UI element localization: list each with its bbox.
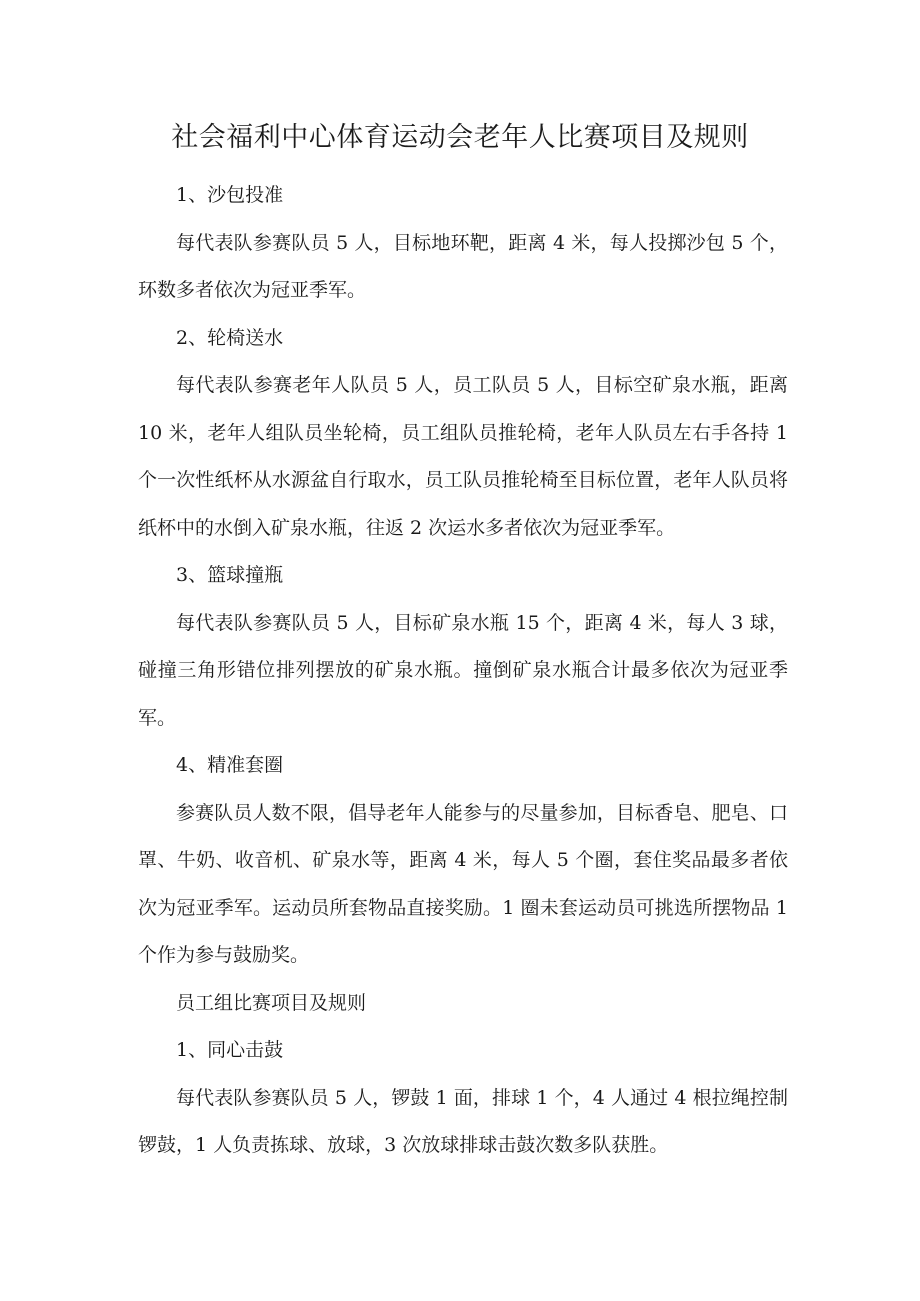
item-body-sandbag: 每代表队参赛队员 5 人，目标地环靶，距离 4 米，每人投掷沙包 5 个，环数多者依次为冠亚季军。	[138, 231, 788, 301]
staff-item-body-drum: 每代表队参赛队员 5 人，锣鼓 1 面，排球 1 个，4 人通过 4 根拉绳控制锣鼓，1 人负责拣球、放球，3 次放球排球击鼓次数多队获胜。	[138, 1086, 788, 1156]
staff-item-heading-drum: 1、同心击鼓	[176, 1039, 284, 1061]
document-body	[138, 172, 788, 1170]
item-body-basketball: 每代表队参赛队员 5 人，目标矿泉水瓶 15 个，距离 4 米，每人 3 球，碰撞三角形错位排列摆放的矿泉水瓶。撞倒矿泉水瓶合计最多依次为冠亚季军。	[138, 611, 788, 729]
staff-section-title: 员工组比赛项目及规则	[176, 991, 367, 1014]
item-body-ring-toss: 参赛队员人数不限，倡导老年人能参与的尽量参加，目标香皂、肥皂、口罩、牛奶、收音机、矿泉水等，距离 4 米，每人 5 个圈，套住奖品最多者依次为冠亚季军。运动员所套物品直接奖励。1 圈未套运动员可挑选所摆物品 1 个作为参与鼓励奖。	[138, 801, 788, 966]
item-heading-basketball: 3、篮球撞瓶	[176, 564, 284, 586]
document-title: 社会福利中心体育运动会老年人比赛项目及规则	[171, 122, 749, 153]
item-heading-wheelchair: 2、轮椅送水	[176, 326, 284, 349]
item-heading-ring-toss: 4、精准套圈	[176, 754, 284, 776]
item-body-wheelchair: 每代表队参赛老年人队员 5 人，员工队员 5 人，目标空矿泉水瓶，距离 10 米，老年人组队员坐轮椅，员工组队员推轮椅，老年人队员左右手各持 1 个一次性纸杯从水源盆自行取水，员工队员推轮椅至目标位置，老年人队员将纸杯中的水倒入矿泉水瓶，往返 2 次运水多者依次为冠亚季军。	[138, 374, 788, 539]
item-heading-sandbag: 1、沙包投准	[176, 184, 284, 206]
